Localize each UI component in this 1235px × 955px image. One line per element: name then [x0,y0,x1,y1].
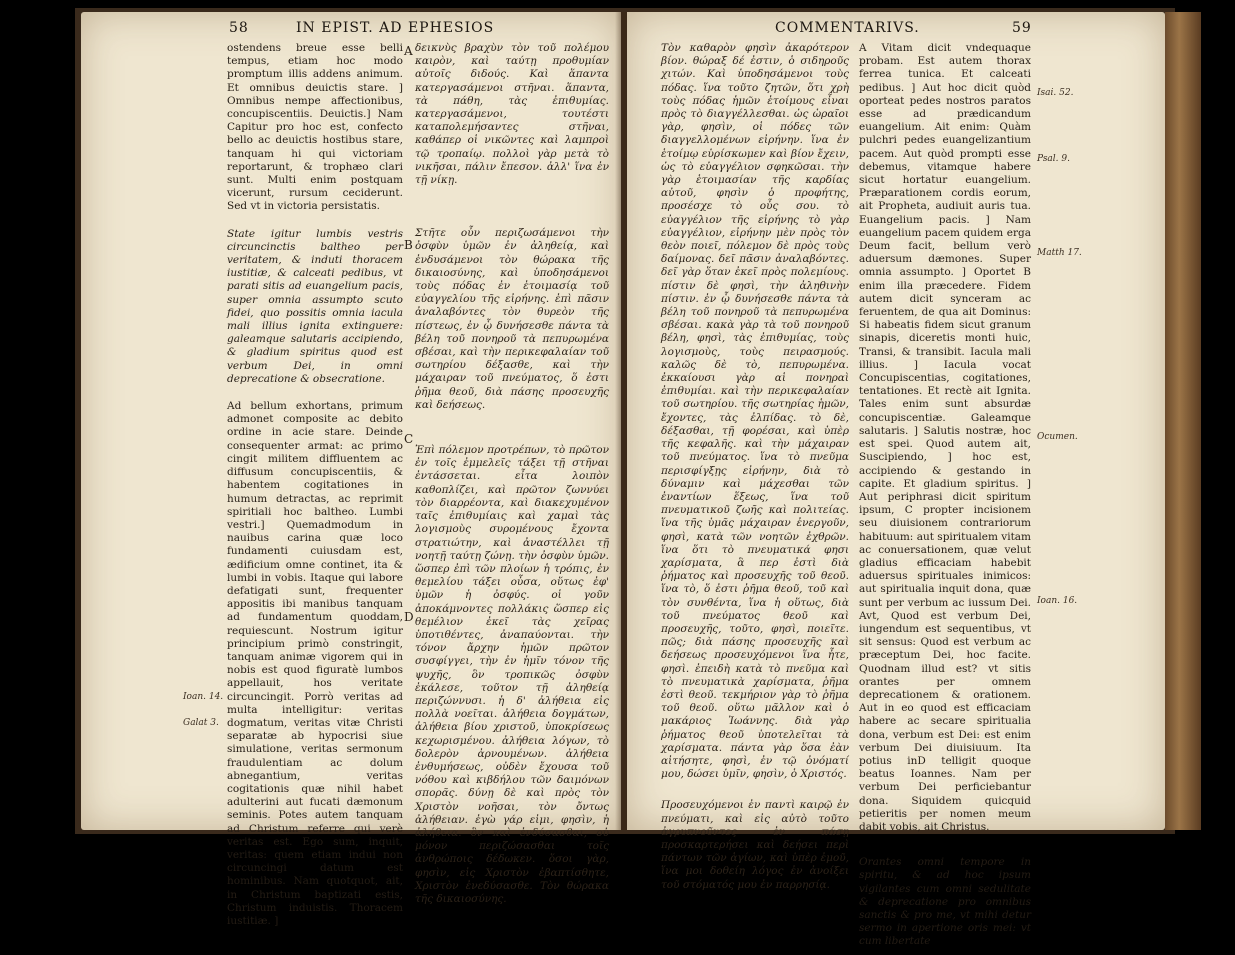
right-latin-text-1: A Vitam dicit vndequaque probam. Est autem thorax ferrea tunica. Et calceati pedibus. ] Aut hoc dicit quòd oporteat pedes nostros paratos esse ad prædicandum euangelium. Ait enim: Quàm pulchri pedes euangelizantium pacem. Aut quòd prompti esse debemus, vitamque habere sicut hortatur euangelium. Præparationem cordis eorum, ait Propheta, audiuit auris tua. Euangelium pacis. ] Nam euangelium pacem quidem erga Deum facit, bellum verò aduersum dæmones. Super omnia assumpto. ] Oportet B enim illa præcedere. Fidem autem dicit synceram ac feruentem, de qua ait Dominus: Si habeatis fidem sicut granum sinapis, diceretis monti huic, Transi, & transibit. Iacula mali illius. ] Iacula vocat Concupiscentias, cogitationes, tentationes. Et rectè ait Ignita. Tales enim sunt absurdæ concupiscentiæ. Galeamque salutaris. ] Salutis nostræ, hoc est spei. Quod autem ait, Suscipiendo, ] hoc est, accipiendo & gestando in capite. Et gladium spiritus. ] Aut periphrasi dicit spiritum ipsum, C propter incisionem seu diuisionem contrariorum habituum: aut spiritualem vitam ac conuersationem, quæ velut gladius efficaciam habebit aduersus spirituales inimicos: aut spiritualia inquit dona, quæ sunt per verbum ac iussum Dei. Avt, Quod est verbum Dei, iungendum est sequentibus, vt sit sensus: Quod est verbum ac præceptum Dei, hoc facite. Quodnam illud est? vt sitis orantes per omnem deprecationem & orationem. Aut in eo quod est efficaciam habere ac secare spiritualia dona, verbum est Dei: est enim verbum Dei diuisiuum. Ita potius inD telligit quoque beatus Ioannes. Nam per verbum Dei perficiebantur dona. Siquidem quicquid petieritis per nomen meum dabit vobis, ait Christus. [859,42,1031,833]
right-side-note-1: Isai. 52. [1037,88,1074,98]
left-greek-text-3: Ἐπὶ πόλεμον προτρέπων, τὸ πρῶτον ἐν τοῖς ἐμμελεῖς τάξει τῇ στῆναι ἐντάσσεται. εἶτα λοιπὸν καθοπλίζει, καὶ πρῶτον ζωννύει τὸν διαρρέοντα, καὶ διακεχυμένον ταῖς ἐπιθυμίαις καὶ χαμαὶ τὰς λογισμοὺς συρομένους ἔχοντα στρατιώτην, καὶ ἀναστέλλει τῇ νοητῇ ταύτῃ ζώνῃ. τὴν ὀσφὺν ὑμῶν. ὥσπερ ἐπὶ τῶν πλοίων ἡ τρόπις, ἐν θεμελίου τάξει οὖσα, οὕτως ἐφ' ὑμῶν ἡ ὀσφύς. οἱ γοῦν ἀποκάμνοντες πολλάκις ὥσπερ εἰς θεμέλιον ἐκεῖ τὰς χεῖρας ὑποτιθέντες, ἀναπαύονται. τὴν τόνον ἄρχην ἡμῶν πρῶτον συσφίγγει, τὴν ἐν ἡμῖν τόνον τῆς ψυχῆς, ὃν τροπικῶς ὀσφὺν ἐκάλεσε, τοῦτον τῇ ἀληθείᾳ περιζώννυσι. ἡ δ' ἀλήθεια εἰς πολλὰ νοεῖται. ἀλήθεια δογμάτων, ἀλήθεια βίου χριστοῦ, ὑποκρίσεως κεχωρισμένου. ἀλήθεια λόγων, τὸ δολερὸν ἀρνουμένων. ἀλήθεια ἐνθυμήσεως, οὐδὲν ἔχουσα τοῦ νόθου καὶ κιβδήλου τῶν δαιμόνων σπορᾶς. δύνῃ δὲ καὶ πρὸς τὸν Χριστὸν νοῆσαι, τὸν ὄντως ἀλήθειαν. ἐγὼ γάρ εἰμι, φησὶν, ἡ ἀλήθεια. ὃν καὶ ἐνδύσασθαι, οὐ μόνον περιζώσασθαι τοῖς ἀνθρώποις δέδωκεν. ὅσοι γὰρ, φησὶν, εἰς Χριστὸν ἐβαπτίσθητε, Χριστὸν ἐνεδύσασθε. Τὸν θώρακα τῆς δικαιοσύνης. [415,444,609,905]
left-latin-verse: State igitur lumbis vestris circuncinctis baltheo per veritatem, & induti thoracem iustitiæ, & calceati pedibus, vt parati sitis ad euangelium pacis, super omnia assumpto scuto fidei, quo possitis omnia iacula mali illius ignita extinguere: galeamque salutaris accipiendo, & gladium spiritus quod est verbum Dei, in omni deprecatione & obsecratione. [227,227,403,385]
right-side-note-2: Psal. 9. [1037,154,1070,164]
left-latin-text-2: Ad bellum exhortans, primum admonet composite ac debito ordine in acie stare. Deinde consequenter armat: ac primo cingit militem diffluentem ac diffusum concupiscentiis, & habentem cogitationes in humum detractas, ac reprimit spiritiali hoc baltheo. Lumbi vestri.] Quemadmodum in nauibus carina quæ loco fundamenti cuiusdam est, ædificium omne continet, ita & lumbi in vobis. Itaque qui labore defatigati sunt, frequenter appositis ibi manibus tanquam ad fundamentum quoddam, requiescunt. Nostrum igitur principium primò constringit, tanquam animæ vigorem qui in nobis est quod figuratè lumbos appellauit, hos veritate circuncingit. Porrò veritas ad multa intelligitur: veritas dogmatum, veritas vitæ Christi separatæ ab hypocrisi siue simulatione, veritas sermonum fraudulentiam ac dolum abnegantium, veritas cogitationis quæ nihil habet adulterini aut fucati dæmonum seminis. Potes autem tanquam ad Christum referre qui verè veritas est. Ego sum, inquit, veritas: quem etiam indui non circuncingi datum est hominibus. Nam quotquot, ait, in Christum baptizati estis, Christum induistis. Thoracem iustitiæ. ] [227,400,403,927]
section-letter-b: B [404,238,413,252]
left-latin-column [227,42,403,934]
left-latin-text-1: ostendens breue esse belli tempus, etiam hoc modo promptum illis addens animum. Et omnibus deuictis stare. ] Omnibus nempe affectionibus, concupiscentiis. Deuictis.] Nam Capitur pro hoc est, confecto bello ac deuictis hostibus stare, tanquam hi qui victoriam reportarunt, & trophæo clari sunt. Multi enim postquam vicerunt, rursum ceciderunt. Sed vt in victoria persistatis. [227,42,403,213]
section-letter-a: A [404,44,413,58]
left-page [81,12,621,927]
book-fore-edge [1165,12,1201,830]
left-greek-column [415,42,609,912]
right-greek-column [661,42,849,898]
right-side-note-4: Ocumen. [1037,432,1078,442]
right-page [627,12,1165,948]
right-latin-verse: Orantes omni tempore in spiritu, & ad hoc ipsum vigilantes cum omni sedulitate & deprecatione pro omnibus sanctis & pro me, vt mihi detur sermo in apertione oris mei: vt cum libertate [859,856,1031,948]
right-side-note-3: Matth 17. [1037,248,1082,258]
left-page-number: 58 [229,20,249,36]
section-letter-d: D [404,610,414,624]
left-running-head: IN EPIST. AD EPHESIOS [296,20,495,36]
right-greek-text-2: Προσευχόμενοι ἐν παντὶ καιρῷ ἐν πνεύματι, καὶ εἰς αὐτὸ τοῦτο ἀγρυπνοῦντες ἐν πάσῃ προσκαρτερήσει καὶ δεήσει περὶ πάντων τῶν ἁγίων, καὶ ὑπὲρ ἐμοῦ, ἵνα μοι δοθείη λόγος ἐν ἀνοίξει τοῦ στόματός μου ἐν παρρησίᾳ. [661,799,849,891]
right-running-head: COMMENTARIVS. [775,20,920,36]
left-greek-text-2: Στῆτε οὖν περιζωσάμενοι τὴν ὀσφὺν ὑμῶν ἐν ἀληθείᾳ, καὶ ἐνδυσάμενοι τὸν θώρακα τῆς δικαιοσύνης, καὶ ὑποδησάμενοι τοὺς πόδας ἐν ἑτοιμασίᾳ τοῦ εὐαγγελίου τῆς εἰρήνης. ἐπὶ πᾶσιν ἀναλαβόντες τὸν θυρεὸν τῆς πίστεως, ἐν ᾧ δυνήσεσθε πάντα τὰ βέλη τοῦ πονηροῦ τὰ πεπυρωμένα σβέσαι, καὶ τὴν περικεφαλαίαν τοῦ σωτηρίου δέξασθε, καὶ τὴν μάχαιραν τοῦ πνεύματος, ὅ ἐστι ῥῆμα θεοῦ, διὰ πάσης προσευχῆς καὶ δεήσεως. [415,227,609,411]
open-book [75,8,1175,948]
right-page-number: 59 [1012,20,1032,36]
left-greek-text-1: δεικνὺς βραχὺν τὸν τοῦ πολέμου καιρὸν, καὶ ταύτῃ προθυμίαν αὐτοῖς διδούς. Καὶ ἅπαντα κατεργασάμενοι στῆναι. ἅπαντα, τὰ πάθη, τὰς ἐπιθυμίας. κατεργασάμενοι, τουτέστι καταπολεμήσαντες στῆναι, καθάπερ οἱ νικῶντες καὶ λαμπροὶ τῷ τροπαίῳ. πολλοὶ γὰρ μετὰ τὸ νικῆσαι, πάλιν ἔπεσον. ἀλλ' ἵνα ἐν τῇ νίκῃ. [415,42,609,187]
right-latin-column [859,42,1031,955]
section-letter-c: C [404,432,414,446]
left-side-note-2: Galat 3. [183,718,219,728]
right-greek-text-1: Τὸν καθαρὸν φησὶν ἀκαρότερον βίον. θώραξ δέ ἐστιν, ὁ σιδηροῦς χιτών. Καὶ ὑποδησάμενοι τοὺς πόδας. ἵνα τοῦτο ζητῶν, ὅτι χρὴ τοὺς πόδας ἡμῶν ἑτοίμους εἶναι πρὸς τὸ διαγγέλλεσθαι. ὡς ὡραῖοι γὰρ, φησὶν, οἱ πόδες τῶν διαγγελλομένων εἰρήνην. ἵνα ἐν ἑτοίμῳ εὑρίσκωμεν καὶ βίον ἔχειν, ὡς τὸ εὐαγγέλιον σφηκῶσαι. τὴν γὰρ ἑτοιμασίαν τῆς καρδίας αὐτοῦ, φησὶν ὁ προφήτης, προσέσχε τὸ οὖς σου. τὸ εὐαγγέλιον τῆς εἰρήνης τὸ γὰρ εὐαγγέλιον, εἰρήνην μὲν πρὸς τὸν θεὸν ποιεῖ, πόλεμον δὲ πρὸς τοὺς δαίμονας. δεῖ πᾶσιν ἀναλαβόντες. δεῖ γὰρ ὅταν ἐκεῖ πρὸς πολεμίους. πίστιν δὲ φησὶ, τὴν ἀληθινὴν πίστιν. ἐν ᾧ δυνήσεσθε πάντα τὰ βέλη τοῦ πονηροῦ τὰ πεπυρωμένα σβέσαι. κακὰ γὰρ τὰ τοῦ πονηροῦ βέλη, φησὶ, τὰς ἐπιθυμίας, τοὺς λογισμοὺς, τοὺς πειρασμούς. καλῶς δὲ τὸ, πεπυρωμένα. ἐκκαίουσι γὰρ αἱ πονηραὶ ἐπιθυμίαι. καὶ τὴν περικεφαλαίαν τοῦ σωτηρίου. τῆς σωτηρίας ἡμῶν, ἔχοντες, τὰς ἐλπίδας. τὸ δὲ, δέξασθαι, τῇ φορέσαι, καὶ ὑπὲρ τῆς κεφαλῆς. καὶ τὴν μάχαιραν τοῦ πνεύματος. ἵνα τὸ πνεῦμα περισφίγξῃς εἰρήνην, διὰ τὸ δύναμιν καὶ μάχεσθαι τῶν ἐναντίων ἕξεως, ἵνα τοῦ πνευματικοῦ ζωῆς καὶ πολιτείας. ἵνα τῆς ὑμᾶς μάχαιραν ἐνεργοῦν, φησὶ, κατὰ τῶν νοητῶν ἐχθρῶν. ἵνα ὅτι τὸ πνευματικά φησι χαρίσματα, ἃ περ ἐστὶ διὰ ῥήματος καὶ προσευχῆς τοῦ θεοῦ. ἵνα τὸ, ὅ ἐστι ῥῆμα θεοῦ, τοῦ καὶ τὸν συνθέντα, ἵνα ἡ οὕτως, διὰ τοῦ πνεύματος θεοῦ καὶ προσευχῆς, τοῦτο, φησὶ, ποιεῖτε. πῶς; διὰ πάσης προσευχῆς καὶ δεήσεως προσευχόμενοι ἵνα ἦτε, φησὶ. ἐπειδὴ κατὰ τὸ πνεῦμα καὶ τὸ πνευματικὰ χαρίσματα, ῥῆμα ἐστὶ θεοῦ. τεκμήριον γὰρ τὸ ῥῆμα τοῦ θεοῦ. οὕτω μᾶλλον καὶ ὁ μακάριος Ἰωάννης. διὰ γὰρ ῥήματος θεοῦ ὑποτελεῖται τὰ χαρίσματα. πάντα γὰρ ὅσα ἐὰν αἰτήσητε, φησὶ, ἐν τῷ ὀνόματί μου, δώσει ὑμῖν, φησὶν, ὁ Χριστός. [661,42,849,781]
right-side-note-5: Ioan. 16. [1037,596,1078,606]
left-side-note-1: Ioan. 14. [183,692,224,702]
